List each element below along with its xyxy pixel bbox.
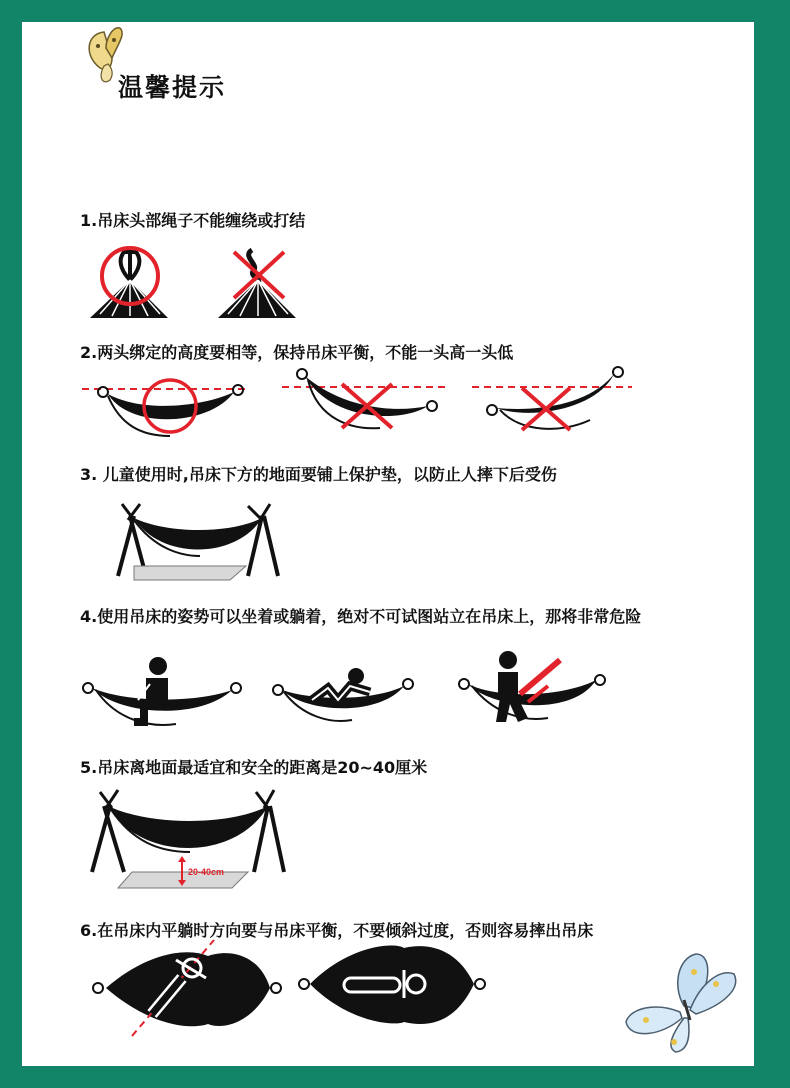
- step-2-level-icon: [82, 380, 245, 436]
- step-1-wrong-icon: [218, 250, 296, 318]
- step-3-text: 3. 儿童使用时,吊床下方的地面要铺上保护垫，以防止人摔下后受伤: [80, 465, 557, 484]
- step-3-stand-icon: [118, 504, 278, 580]
- step-4-sitting-icon: [83, 657, 241, 726]
- step-5-text: 5.吊床离地面最适宜和安全的距离是20~40厘米: [80, 758, 428, 777]
- step-5-height-icon: [92, 790, 284, 888]
- step-4-standing-icon: [459, 651, 605, 722]
- step-2-tilt-right-icon: [282, 369, 445, 428]
- butterfly-icon: [626, 954, 736, 1052]
- step-1-text: 1.吊床头部绳子不能缠绕或打结: [80, 211, 306, 230]
- step-6-diagonal-icon: [93, 940, 281, 1036]
- step-2-text: 2.两头绑定的高度要相等，保持吊床平衡，不能一头高一头低: [80, 343, 514, 362]
- page-title: 温馨提示: [118, 73, 227, 102]
- step-4-lying-icon: [273, 668, 413, 721]
- distance-label: 20-40cm: [188, 867, 225, 877]
- step-6-text: 6.在吊床内平躺时方向要与吊床平衡，不要倾斜过度，否则容易摔出吊床: [80, 921, 594, 940]
- step-1-correct-icon: [90, 248, 168, 318]
- butterfly-icon: [89, 28, 122, 82]
- step-6-straight-icon: [299, 945, 485, 1024]
- step-2-tilt-left-icon: [472, 367, 632, 430]
- step-4-text: 4.使用吊床的姿势可以坐着或躺着，绝对不可试图站立在吊床上，那将非常危险: [80, 607, 642, 626]
